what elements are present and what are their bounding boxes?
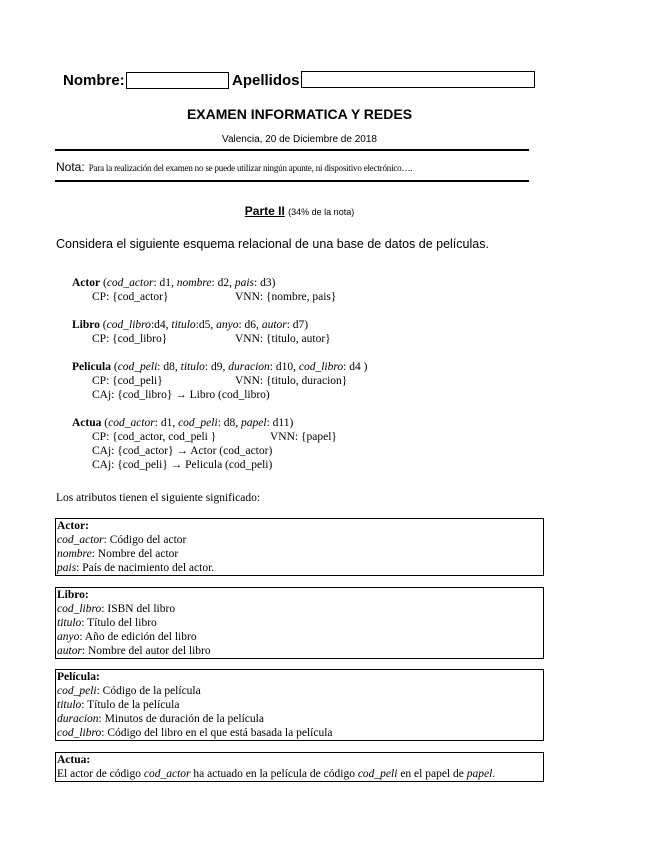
- pelicula-vnn: VNN: {titulo, duracion}: [235, 375, 348, 387]
- box-actor-title: Actor:: [57, 520, 89, 532]
- exam-date: Valencia, 20 de Diciembre de 2018: [222, 134, 377, 145]
- box-pelicula: [55, 669, 544, 741]
- nota-text: Para la realización del examen no se puede utilizar ningún apunte, ni dispositivo electrónico….: [88, 163, 413, 173]
- exam-title: EXAMEN INFORMATICA Y REDES: [186, 106, 413, 122]
- libro-vnn: VNN: {titulo, autor}: [235, 333, 331, 345]
- pelicula-caj: CAj: {cod_libro} → Libro (cod_libro): [92, 389, 270, 401]
- box-actor: [55, 518, 544, 576]
- actua-cp: CP: {cod_actor, cod_peli }: [92, 431, 217, 443]
- box-actua-text: El actor de código cod_actor ha actuado en la película de código cod_peli en el papel de papel.: [57, 768, 496, 780]
- box-pelicula-title: Película:: [57, 671, 100, 683]
- parte-heading: [0, 204, 599, 218]
- parte-title: Parte II: [244, 204, 285, 218]
- schema-actor: Actor (cod_actor: d1, nombre: d2, pais: d3): [72, 277, 276, 289]
- actua-caj-actor: CAj: {cod_actor} → Actor (cod_actor): [92, 445, 273, 457]
- actor-vnn: VNN: {nombre, pais}: [235, 291, 337, 303]
- schema-actua-keys: [72, 430, 552, 444]
- nombre-field[interactable]: [126, 72, 229, 89]
- list-item: cod_peli: Código de la película: [57, 685, 201, 697]
- list-item: cod_libro: ISBN del libro: [57, 603, 176, 615]
- list-item: cod_libro: Código del libro en el que está basada la película: [57, 727, 333, 739]
- schema-libro-keys: [72, 332, 552, 346]
- box-actua: [55, 752, 544, 782]
- schema-pelicula: Pelicula (cod_peli: d8, titulo: d9, duracion: d10, cod_libro: d4 ): [72, 361, 368, 373]
- attrs-lead: Los atributos tienen el siguiente significado:: [56, 492, 261, 504]
- list-item: titulo: Título de la película: [57, 699, 180, 711]
- pelicula-cp: CP: {cod_peli}: [92, 375, 163, 387]
- actua-caj-peli: CAj: {cod_peli} → Pelicula (cod_peli): [92, 459, 273, 471]
- box-actua-title: Actua:: [57, 754, 91, 766]
- parte-weight: (34% de la nota): [288, 207, 355, 217]
- apellidos-label: Apellidos: [232, 72, 300, 89]
- actua-vnn: VNN: {papel}: [270, 431, 337, 443]
- nombre-label: Nombre:: [63, 72, 125, 89]
- list-item: cod_actor: Código del actor: [57, 534, 187, 546]
- actor-cp: CP: {cod_actor}: [92, 291, 169, 303]
- box-libro-title: Libro:: [57, 589, 89, 601]
- nota-bottom-rule: [55, 180, 529, 182]
- intro-text: Considera el siguiente esquema relacional de una base de datos de películas.: [56, 237, 489, 251]
- nota-top-rule: [55, 149, 529, 151]
- relational-schema: [72, 276, 552, 472]
- list-item: pais: País de nacimiento del actor.: [57, 562, 215, 574]
- nota-label: Nota:: [56, 160, 85, 174]
- schema-pelicula-keys: [72, 374, 552, 388]
- nota: [56, 158, 412, 176]
- list-item: nombre: Nombre del actor: [57, 548, 179, 560]
- list-item: duracion: Minutos de duración de la película: [57, 713, 264, 725]
- apellidos-field[interactable]: [301, 71, 535, 88]
- list-item: titulo: Título del libro: [57, 617, 157, 629]
- schema-actor-keys: [72, 290, 552, 304]
- list-item: anyo: Año de edición del libro: [57, 631, 197, 643]
- schema-actua: Actua (cod_actor: d1, cod_peli: d8, papel: d11): [72, 417, 294, 429]
- schema-libro: Libro (cod_libro:d4, titulo:d5, anyo: d6, autor: d7): [72, 319, 309, 331]
- libro-cp: CP: {cod_libro}: [92, 333, 168, 345]
- box-libro: [55, 587, 544, 659]
- list-item: autor: Nombre del autor del libro: [57, 645, 211, 657]
